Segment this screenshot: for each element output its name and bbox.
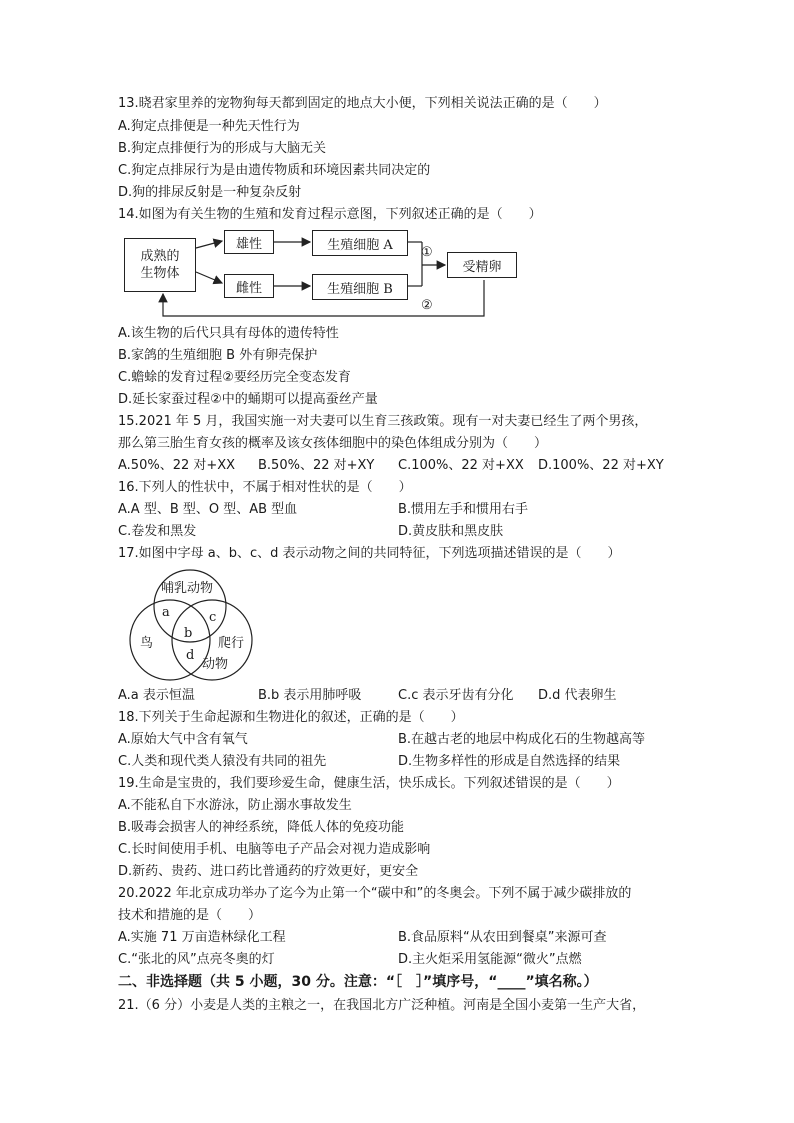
q14-option-c: C.蟾蜍的发育过程②要经历完全变态发育 bbox=[118, 370, 351, 385]
mammal-label: 哺乳动物 bbox=[161, 581, 214, 596]
region-d-label: d bbox=[186, 648, 195, 663]
reptile-label-1: 爬行 bbox=[218, 636, 245, 651]
q19-option-d: D.新药、贵药、进口药比普通药的疗效更好，更安全 bbox=[118, 864, 419, 879]
q20-option-d: D.主火炬采用氢能源“微火”点燃 bbox=[398, 952, 582, 967]
q16-option-b: B.惯用左手和惯用右手 bbox=[398, 502, 529, 517]
q18-stem: 18.下列关于生命起源和生物进化的叙述，正确的是（ ） bbox=[118, 710, 464, 725]
q13-option-b: B.狗定点排便行为的形成与大脑无关 bbox=[118, 141, 327, 156]
q15-stem-line1: 15.2021 年 5 月，我国实施一对夫妻可以生育三孩政策。现有一对夫妻已经生了两个男孩， bbox=[118, 414, 648, 429]
animal-venn-diagram bbox=[118, 568, 268, 683]
q20-option-c: C.“张北的风”点亮冬奥的灯 bbox=[118, 952, 275, 967]
organism-label: 成熟的生物体 bbox=[140, 249, 180, 281]
q14-option-a: A.该生物的后代只具有母体的遗传特性 bbox=[118, 326, 339, 341]
q18-option-c: C.人类和现代类人猿没有共同的祖先 bbox=[118, 754, 327, 769]
q13-stem: 13.晓君家里养的宠物狗每天都到固定的地点大小便，下列相关说法正确的是（ ） bbox=[118, 96, 607, 111]
q13-option-c: C.狗定点排尿行为是由遗传物质和环境因素共同决定的 bbox=[118, 163, 431, 178]
q16-option-a: A.A 型、B 型、O 型、AB 型血 bbox=[118, 502, 298, 517]
section-2-heading: 二、非选择题（共 5 小题，30 分。注意：“［ ］”填序号，“____”填名称。） bbox=[118, 974, 598, 990]
q20-stem-line2: 技术和措施的是（ ） bbox=[118, 908, 262, 923]
organism-box bbox=[124, 238, 196, 292]
region-b-label: b bbox=[184, 626, 193, 641]
germ-cell-b-box: 生殖细胞 B bbox=[312, 274, 408, 300]
reptile-label-2: 动物 bbox=[202, 657, 229, 672]
q20-option-a: A.实施 71 万亩造林绿化工程 bbox=[118, 930, 286, 945]
region-a-label: a bbox=[162, 605, 170, 620]
q21-stem: 21.（6 分）小麦是人类的主粮之一，在我国北方广泛种植。河南是全国小麦第一生产大省， bbox=[118, 998, 646, 1013]
q16-option-c: C.卷发和黑发 bbox=[118, 524, 197, 539]
female-box: 雌性 bbox=[224, 274, 274, 298]
reproduction-flow-diagram bbox=[118, 228, 538, 323]
q17-option-d: D.d 代表卵生 bbox=[538, 688, 617, 703]
q17-option-b: B.b 表示用肺呼吸 bbox=[258, 688, 362, 703]
q19-option-b: B.吸毒会损害人的神经系统，降低人体的免疫功能 bbox=[118, 820, 405, 835]
q18-option-a: A.原始大气中含有氧气 bbox=[118, 732, 248, 747]
bird-label: 鸟 bbox=[140, 636, 154, 651]
germ-cell-a-box: 生殖细胞 A bbox=[312, 230, 408, 256]
q17-option-a: A.a 表示恒温 bbox=[118, 688, 195, 703]
q17-stem: 17.如图中字母 a、b、c、d 表示动物之间的共同特征，下列选项描述错误的是（ ） bbox=[118, 546, 621, 561]
q14-option-d: D.延长家蚕过程②中的蛹期可以提高蚕丝产量 bbox=[118, 392, 378, 407]
q16-option-d: D.黄皮肤和黑皮肤 bbox=[398, 524, 504, 539]
q13-option-d: D.狗的排尿反射是一种复杂反射 bbox=[118, 185, 302, 200]
q18-option-d: D.生物多样性的形成是自然选择的结果 bbox=[398, 754, 621, 769]
q15-option-c: C.100%、22 对+XX bbox=[398, 458, 524, 473]
q19-stem: 19.生命是宝贵的，我们要珍爱生命，健康生活，快乐成长。下列叙述错误的是（ ） bbox=[118, 776, 620, 791]
q19-option-a: A.不能私自下水游泳，防止溺水事故发生 bbox=[118, 798, 352, 813]
q15-stem-line2: 那么第三胎生育女孩的概率及该女孩体细胞中的染色体组成分别为（ ） bbox=[118, 436, 548, 451]
q15-option-d: D.100%、22 对+XY bbox=[538, 458, 664, 473]
q20-stem-line1: 20.2022 年北京成功举办了迄今为止第一个“碳中和”的冬奥会。下列不属于减少碳排放的 bbox=[118, 886, 632, 901]
q15-option-b: B.50%、22 对+XY bbox=[258, 458, 375, 473]
q18-option-b: B.在越古老的地层中构成化石的生物越高等 bbox=[398, 732, 646, 747]
step-2-marker: ② bbox=[421, 298, 433, 313]
q19-option-c: C.长时间使用手机、电脑等电子产品会对视力造成影响 bbox=[118, 842, 431, 857]
q14-stem: 14.如图为有关生物的生殖和发育过程示意图，下列叙述正确的是（ ） bbox=[118, 207, 542, 222]
q16-stem: 16.下列人的性状中，不属于相对性状的是（ ） bbox=[118, 480, 412, 495]
male-box: 雄性 bbox=[224, 230, 274, 254]
q15-option-a: A.50%、22 对+XX bbox=[118, 458, 236, 473]
step-1-marker: ① bbox=[421, 245, 433, 260]
q13-option-a: A.狗定点排便是一种先天性行为 bbox=[118, 119, 300, 134]
q17-option-c: C.c 表示牙齿有分化 bbox=[398, 688, 514, 703]
fertilized-egg-box: 受精卵 bbox=[447, 252, 517, 278]
q20-option-b: B.食品原料“从农田到餐桌”来源可查 bbox=[398, 930, 607, 945]
q14-option-b: B.家鸽的生殖细胞 B 外有卵壳保护 bbox=[118, 348, 318, 363]
region-c-label: c bbox=[209, 610, 217, 625]
